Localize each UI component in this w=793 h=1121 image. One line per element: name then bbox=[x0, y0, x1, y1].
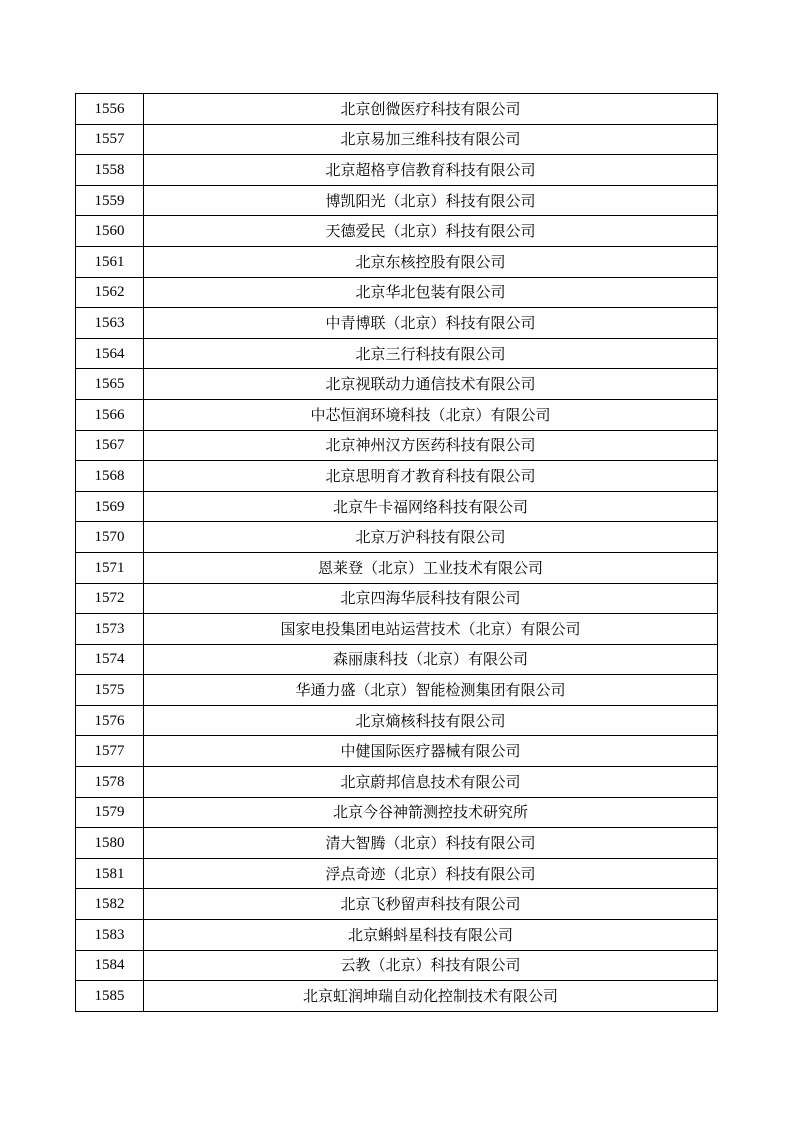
table-row bbox=[76, 950, 718, 981]
row-number: 1572 bbox=[76, 583, 144, 614]
table-row bbox=[76, 675, 718, 706]
table-row bbox=[76, 308, 718, 339]
row-number: 1573 bbox=[76, 614, 144, 645]
company-name: 北京超格亨信教育科技有限公司 bbox=[144, 155, 718, 186]
table-row bbox=[76, 338, 718, 369]
table-row bbox=[76, 736, 718, 767]
company-name: 清大智腾（北京）科技有限公司 bbox=[144, 828, 718, 859]
table-row bbox=[76, 889, 718, 920]
company-name: 北京虹润坤瑞自动化控制技术有限公司 bbox=[144, 981, 718, 1012]
row-number: 1585 bbox=[76, 981, 144, 1012]
company-name: 北京万沪科技有限公司 bbox=[144, 522, 718, 553]
row-number: 1568 bbox=[76, 461, 144, 492]
company-name: 天德爱民（北京）科技有限公司 bbox=[144, 216, 718, 247]
table-row bbox=[76, 155, 718, 186]
row-number: 1562 bbox=[76, 277, 144, 308]
table-row bbox=[76, 491, 718, 522]
table-row bbox=[76, 583, 718, 614]
company-name: 森丽康科技（北京）有限公司 bbox=[144, 644, 718, 675]
company-name: 北京思明育才教育科技有限公司 bbox=[144, 461, 718, 492]
table-row bbox=[76, 705, 718, 736]
row-number: 1581 bbox=[76, 858, 144, 889]
row-number: 1577 bbox=[76, 736, 144, 767]
table-row bbox=[76, 124, 718, 155]
row-number: 1571 bbox=[76, 552, 144, 583]
table-row bbox=[76, 828, 718, 859]
row-number: 1557 bbox=[76, 124, 144, 155]
table-row bbox=[76, 399, 718, 430]
table-row bbox=[76, 430, 718, 461]
row-number: 1584 bbox=[76, 950, 144, 981]
row-number: 1569 bbox=[76, 491, 144, 522]
table-row bbox=[76, 216, 718, 247]
company-name: 北京神州汉方医药科技有限公司 bbox=[144, 430, 718, 461]
company-name: 北京东核控股有限公司 bbox=[144, 246, 718, 277]
company-name: 北京飞秒留声科技有限公司 bbox=[144, 889, 718, 920]
table-row bbox=[76, 277, 718, 308]
row-number: 1578 bbox=[76, 767, 144, 798]
row-number: 1574 bbox=[76, 644, 144, 675]
company-name: 恩莱登（北京）工业技术有限公司 bbox=[144, 552, 718, 583]
row-number: 1580 bbox=[76, 828, 144, 859]
table-row bbox=[76, 94, 718, 125]
row-number: 1582 bbox=[76, 889, 144, 920]
table-row bbox=[76, 920, 718, 951]
table-row bbox=[76, 369, 718, 400]
company-name: 博凯阳光（北京）科技有限公司 bbox=[144, 185, 718, 216]
table-row bbox=[76, 614, 718, 645]
row-number: 1576 bbox=[76, 705, 144, 736]
company-name: 云教（北京）科技有限公司 bbox=[144, 950, 718, 981]
company-name: 北京蝌蚪星科技有限公司 bbox=[144, 920, 718, 951]
company-name: 北京今谷神箭测控技术研究所 bbox=[144, 797, 718, 828]
company-list-table bbox=[75, 93, 718, 1012]
company-name: 国家电投集团电站运营技术（北京）有限公司 bbox=[144, 614, 718, 645]
row-number: 1563 bbox=[76, 308, 144, 339]
company-name: 华通力盛（北京）智能检测集团有限公司 bbox=[144, 675, 718, 706]
table-row bbox=[76, 522, 718, 553]
company-name: 北京华北包装有限公司 bbox=[144, 277, 718, 308]
table-row bbox=[76, 552, 718, 583]
table-row bbox=[76, 644, 718, 675]
company-name: 浮点奇迹（北京）科技有限公司 bbox=[144, 858, 718, 889]
company-name: 北京四海华辰科技有限公司 bbox=[144, 583, 718, 614]
company-name: 北京三行科技有限公司 bbox=[144, 338, 718, 369]
company-name: 中芯恒润环境科技（北京）有限公司 bbox=[144, 399, 718, 430]
row-number: 1565 bbox=[76, 369, 144, 400]
company-name: 北京牛卡福网络科技有限公司 bbox=[144, 491, 718, 522]
table-row bbox=[76, 246, 718, 277]
row-number: 1556 bbox=[76, 94, 144, 125]
table-row bbox=[76, 797, 718, 828]
company-list-body bbox=[76, 94, 718, 1012]
row-number: 1570 bbox=[76, 522, 144, 553]
row-number: 1560 bbox=[76, 216, 144, 247]
table-row bbox=[76, 858, 718, 889]
row-number: 1566 bbox=[76, 399, 144, 430]
row-number: 1567 bbox=[76, 430, 144, 461]
table-row bbox=[76, 185, 718, 216]
table-row bbox=[76, 767, 718, 798]
company-name: 北京蔚邦信息技术有限公司 bbox=[144, 767, 718, 798]
company-name: 中健国际医疗器械有限公司 bbox=[144, 736, 718, 767]
row-number: 1558 bbox=[76, 155, 144, 186]
table-row bbox=[76, 461, 718, 492]
company-name: 北京创微医疗科技有限公司 bbox=[144, 94, 718, 125]
row-number: 1564 bbox=[76, 338, 144, 369]
row-number: 1579 bbox=[76, 797, 144, 828]
company-name: 北京熵核科技有限公司 bbox=[144, 705, 718, 736]
row-number: 1561 bbox=[76, 246, 144, 277]
table-row bbox=[76, 981, 718, 1012]
company-name: 北京易加三维科技有限公司 bbox=[144, 124, 718, 155]
company-name: 中青博联（北京）科技有限公司 bbox=[144, 308, 718, 339]
row-number: 1559 bbox=[76, 185, 144, 216]
company-name: 北京视联动力通信技术有限公司 bbox=[144, 369, 718, 400]
row-number: 1583 bbox=[76, 920, 144, 951]
row-number: 1575 bbox=[76, 675, 144, 706]
